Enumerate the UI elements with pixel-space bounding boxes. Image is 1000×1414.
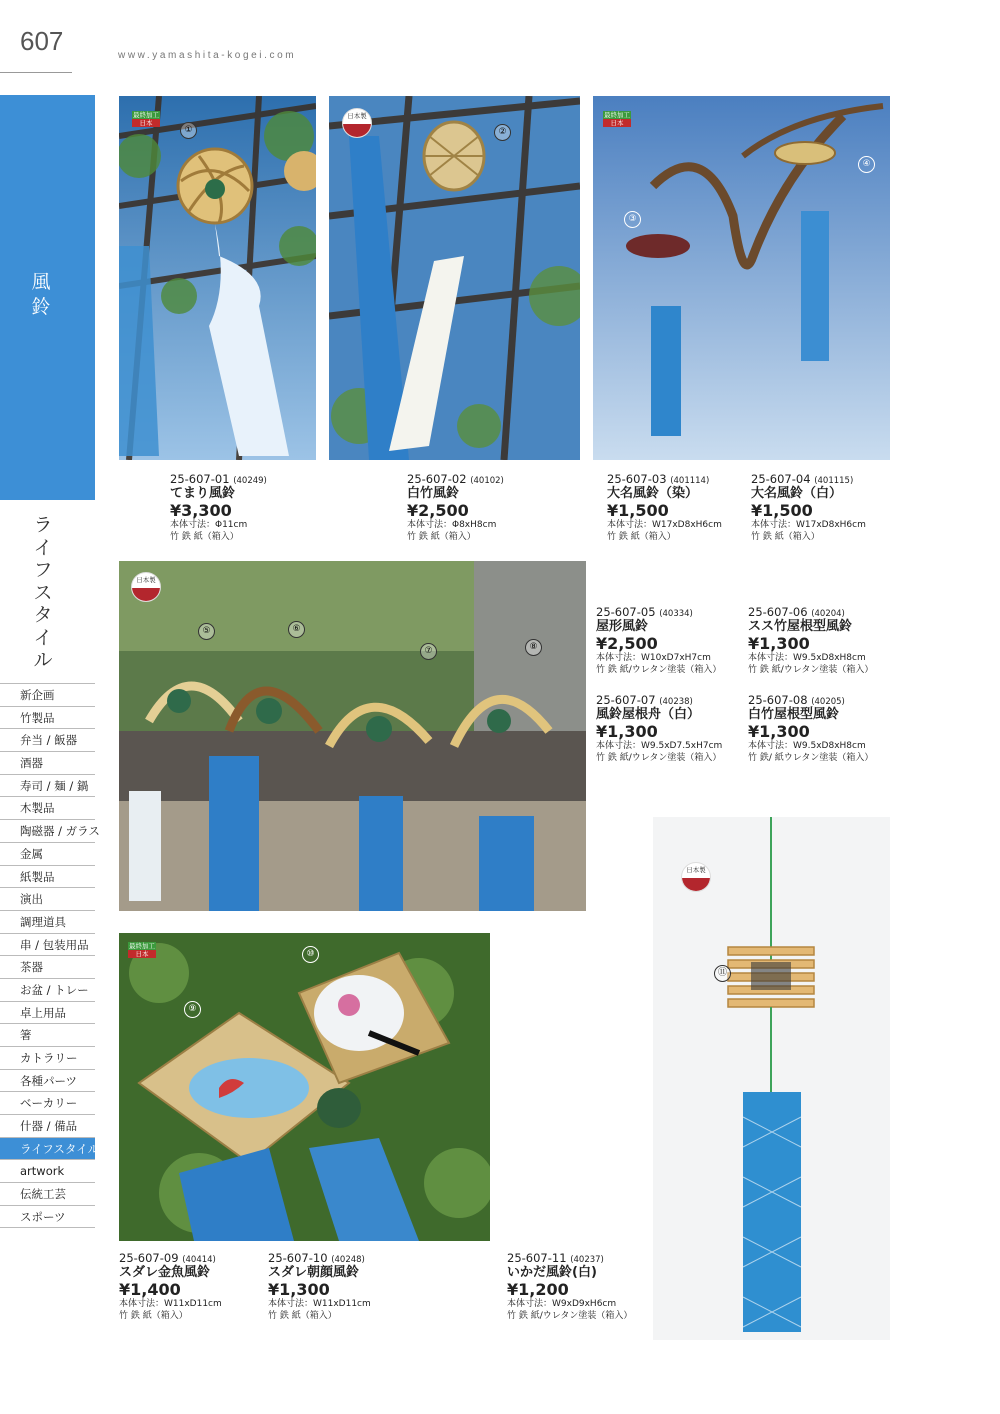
product-25-607-03 [607,472,722,543]
product-code: 25-607-03 [607,472,667,486]
sidebar-nav-item[interactable]: 串 / 包装用品 [0,933,95,956]
sidebar-nav-item[interactable]: 金属 [0,842,95,865]
product-price: ¥1,300 [596,722,658,741]
sidebar-nav-item[interactable]: 竹製品 [0,706,95,729]
product-code: 25-607-04 [751,472,811,486]
product-dimensions: 本体寸法：W9.5xD8xH8cm [748,653,866,663]
product-price: ¥1,300 [268,1280,330,1299]
temari-illustration [119,96,316,460]
product-name: 白竹風鈴 [407,486,460,501]
badge-processed-japan: 最終加工 日本 [133,111,159,127]
product-dimensions: 本体寸法：Φ8xH8cm [407,520,497,530]
product-dimensions: 本体寸法：W17xD8xH6cm [607,520,722,530]
product-dimensions: 本体寸法：W17xD8xH6cm [751,520,866,530]
product-price: ¥1,300 [748,634,810,653]
product-name: いかだ風鈴(白) [507,1265,597,1280]
marker-10: ⑩ [302,946,319,963]
marker-4: ④ [858,156,875,173]
product-25-607-04 [751,472,866,543]
product-25-607-06 [748,605,873,676]
product-sub-code: (401114) [670,476,710,486]
product-sub-code: (40237) [570,1255,604,1265]
sudare-illustration [119,933,490,1241]
sidebar-nav-item[interactable]: 什器 / 備品 [0,1114,95,1137]
page-number-rule [0,72,72,73]
product-sub-code: (40238) [659,697,693,707]
product-25-607-05 [596,605,721,676]
product-price: ¥2,500 [407,501,469,520]
sidebar-nav-item[interactable]: カトラリー [0,1046,95,1069]
product-name: 大名風鈴（白） [751,486,843,501]
product-price: ¥3,300 [170,501,232,520]
product-25-607-01 [170,472,267,543]
sidebar-nav-item[interactable]: ライフスタイル [0,1137,95,1160]
product-dimensions: 本体寸法：W9.5xD8xH8cm [748,741,866,751]
ikada-illustration [653,817,890,1340]
marker-9: ⑨ [184,1001,201,1018]
product-code: 25-607-09 [119,1251,179,1265]
product-name: スダレ朝顔風鈴 [268,1265,360,1280]
product-code: 25-607-01 [170,472,230,486]
sidebar-nav-item[interactable]: 新企画 [0,683,95,706]
product-photo-daimyo [593,96,890,460]
product-photo-sudare [119,933,490,1241]
sidebar-nav-item[interactable]: 寿司 / 麺 / 鍋 [0,774,95,797]
roof-chimes-illustration [119,561,586,911]
sidebar-nav-item[interactable]: 木製品 [0,796,95,819]
product-code: 25-607-10 [268,1251,328,1265]
shirotake-illustration [329,96,580,460]
sidebar-nav-item[interactable]: 演出 [0,887,95,910]
product-price: ¥1,300 [748,722,810,741]
product-sub-code: (401115) [814,476,854,486]
sidebar-nav-item[interactable]: 調理道具 [0,910,95,933]
website-url[interactable]: www.yamashita-kogei.com [118,50,297,61]
section-title: ライフスタイル [33,514,53,671]
product-materials: 竹 鉄 紙/ウレタン塗装（箱入） [748,665,874,675]
marker-8: ⑧ [525,639,542,656]
sidebar-nav-item[interactable]: 紙製品 [0,865,95,888]
product-name: 大名風鈴（染） [607,486,699,501]
product-price: ¥1,500 [607,501,669,520]
sidebar-nav-item[interactable]: 茶器 [0,955,95,978]
product-materials: 竹 鉄 紙（箱入） [751,532,820,542]
product-25-607-10 [268,1251,371,1322]
sidebar-nav-item[interactable]: スポーツ [0,1205,95,1228]
product-name: 屋形風鈴 [596,619,649,634]
marker-1: ① [180,122,197,139]
product-code: 25-607-05 [596,605,656,619]
product-sub-code: (40204) [811,609,845,619]
badge-made-in-japan: 日本製 [342,108,372,138]
product-dimensions: 本体寸法：W11xD11cm [119,1299,222,1309]
daimyo-illustration [593,96,890,460]
product-dimensions: 本体寸法：W9xD9xH6cm [507,1299,617,1309]
sidebar-nav-item[interactable]: 弁当 / 飯器 [0,728,95,751]
product-materials: 竹 鉄 紙/ウレタン塗装（箱入） [596,665,722,675]
product-25-607-08 [748,693,873,764]
sidebar-nav-item[interactable]: お盆 / トレー [0,978,95,1001]
product-code: 25-607-06 [748,605,808,619]
product-materials: 竹 鉄 紙（箱入） [119,1311,188,1321]
sidebar-nav-item[interactable]: 箸 [0,1023,95,1046]
sidebar-nav-item[interactable]: 卓上用品 [0,1001,95,1024]
marker-11: ⑪ [714,965,731,982]
product-materials: 竹 鉄 紙（箱入） [607,532,676,542]
product-sub-code: (40334) [659,609,693,619]
product-25-607-07 [596,693,722,764]
product-25-607-09 [119,1251,222,1322]
product-photo-roof-chimes [119,561,586,911]
product-price: ¥1,200 [507,1280,569,1299]
page-number: 607 [20,26,64,56]
marker-3: ③ [624,211,641,228]
product-code: 25-607-07 [596,693,656,707]
sidebar-nav-item[interactable]: 伝統工芸 [0,1182,95,1205]
product-dimensions: 本体寸法：W10xD7xH7cm [596,653,711,663]
marker-6: ⑥ [288,621,305,638]
product-dimensions: 本体寸法：W9.5xD7.5xH7cm [596,741,723,751]
category-tab [0,95,95,500]
product-dimensions: 本体寸法：Φ11cm [170,520,248,530]
product-name: 風鈴屋根舟（白） [596,707,701,722]
product-sub-code: (40249) [233,476,267,486]
badge-processed-japan: 最終加工 日本 [129,942,155,958]
product-materials: 竹 鉄 紙（箱入） [268,1311,337,1321]
marker-5: ⑤ [198,623,215,640]
product-dimensions: 本体寸法：W11xD11cm [268,1299,371,1309]
product-photo-shirotake [329,96,580,460]
marker-2: ② [494,124,511,141]
product-materials: 竹 鉄 紙/ウレタン塗装（箱入） [596,753,722,763]
sidebar-nav-item[interactable]: artwork [0,1159,95,1182]
product-name: スス竹屋根型風鈴 [748,619,853,634]
badge-processed-japan: 最終加工 日本 [604,111,630,127]
badge-made-in-japan: 日本製 [681,862,711,892]
product-sub-code: (40248) [331,1255,365,1265]
product-materials: 竹 鉄/ 紙ウレタン塗装（箱入） [748,753,874,763]
sidebar-nav-item[interactable]: ベーカリー [0,1091,95,1114]
product-sub-code: (40205) [811,697,845,707]
product-code: 25-607-08 [748,693,808,707]
product-photo-temari [119,96,316,460]
sidebar-nav [0,683,100,1228]
product-name: 白竹屋根型風鈴 [748,707,840,722]
product-price: ¥1,500 [751,501,813,520]
product-sub-code: (40414) [182,1255,216,1265]
product-materials: 竹 鉄 紙（箱入） [407,532,476,542]
product-name: てまり風鈴 [170,486,236,501]
product-code: 25-607-11 [507,1251,567,1265]
product-materials: 竹 鉄 紙/ウレタン塗装（箱入） [507,1311,633,1321]
sidebar-nav-item[interactable]: 陶磁器 / ガラス [0,819,95,842]
product-materials: 竹 鉄 紙（箱入） [170,532,239,542]
product-name: スダレ金魚風鈴 [119,1265,211,1280]
product-photo-ikada [653,817,890,1340]
sidebar-nav-item[interactable]: 各種パーツ [0,1069,95,1092]
product-price: ¥1,400 [119,1280,181,1299]
badge-made-in-japan: 日本製 [131,572,161,602]
product-25-607-11 [507,1251,632,1322]
sidebar-nav-item[interactable]: 酒器 [0,751,95,774]
category-title: 風鈴 [31,271,51,318]
product-25-607-02 [407,472,504,543]
product-price: ¥2,500 [596,634,658,653]
product-sub-code: (40102) [470,476,504,486]
marker-7: ⑦ [420,643,437,660]
product-code: 25-607-02 [407,472,467,486]
